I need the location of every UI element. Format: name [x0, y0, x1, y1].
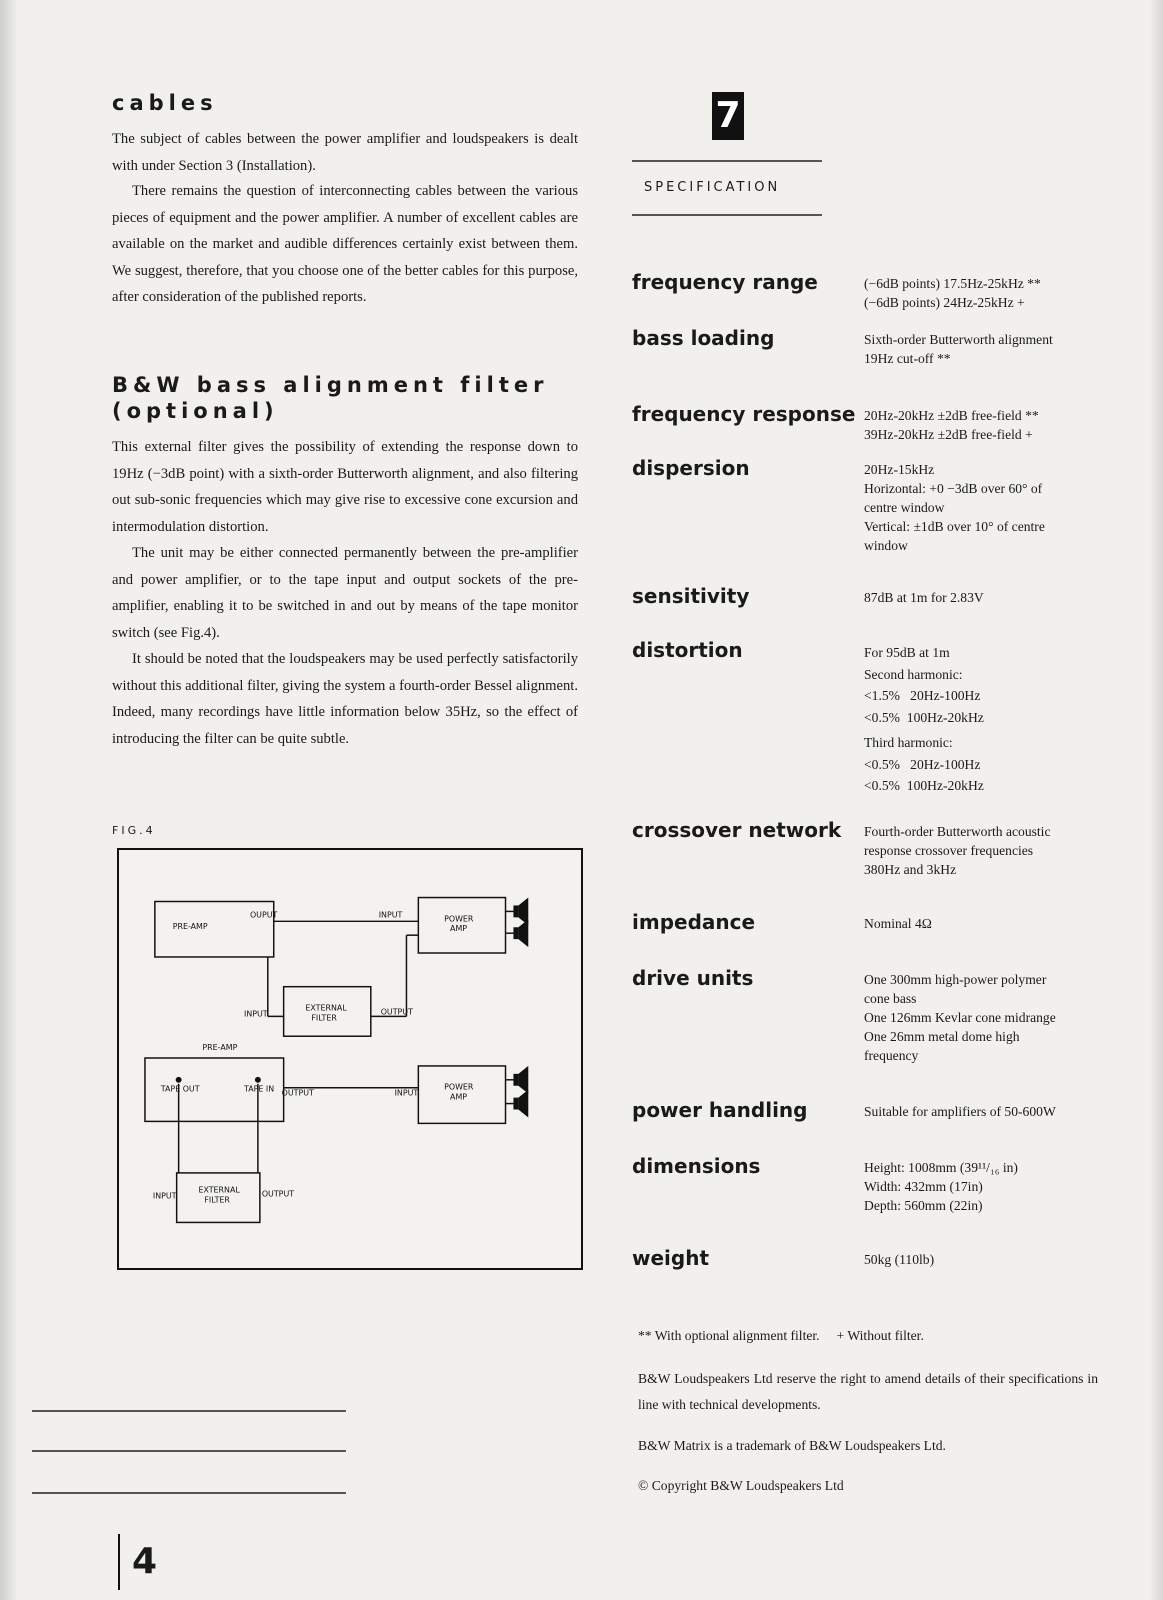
spec-line: Depth: 560mm (22in): [864, 1198, 983, 1213]
d2-preamp-label: PRE-AMP: [202, 1043, 238, 1053]
spec-line: Width: 432mm (17in): [864, 1179, 983, 1194]
d1-external-label: EXTERNAL: [305, 1003, 347, 1013]
filter-paragraph-1: This external filter gives the possibility of extending the response down to 19Hz (−3dB point) with a sixth-order Butterworth alignment, and also filtering out sub-sonic frequencies which may give rise to excessive cone excursion and intermodulation distortion.: [112, 439, 578, 535]
d2-amp-label: AMP: [450, 1092, 468, 1102]
d1-ouput-label: OUPUT: [249, 910, 278, 920]
d1-filter-output-label: OUTPUT: [380, 1007, 413, 1017]
d1-amp-label: AMP: [450, 924, 468, 934]
spec-line: Nominal 4Ω: [864, 916, 932, 931]
spec-line: Suitable for amplifiers of 50-600W: [864, 1104, 1056, 1119]
spec-line: response crossover frequencies: [864, 843, 1034, 858]
figure-label: FIG.4: [112, 824, 156, 837]
d1-input-label: INPUT: [378, 910, 403, 920]
spec-line: (−6dB points) 24Hz-25kHz +: [864, 295, 1025, 310]
spec-line: 87dB at 1m for 2.83V: [864, 590, 984, 605]
d2-tape-out-label: TAPE OUT: [160, 1084, 200, 1094]
spec-line: (−6dB points) 17.5Hz-25kHz **: [864, 276, 1041, 291]
spec-value-dimensions: [864, 1158, 1104, 1215]
spec-line: window: [864, 538, 908, 553]
spec-value-power-handling: [864, 1102, 1104, 1121]
spec-line: 20Hz-15kHz: [864, 462, 935, 477]
d1-filter-input-label: INPUT: [244, 1009, 268, 1019]
filter-heading: [112, 372, 578, 424]
spec-line: 19Hz cut-off **: [864, 351, 951, 366]
spec-line: For 95dB at 1m: [864, 645, 950, 660]
decorative-rule-3: [32, 1492, 346, 1494]
spec-line: 20Hz-20kHz ±2dB free-field **: [864, 408, 1039, 423]
d1-filter-label: FILTER: [311, 1013, 337, 1023]
decorative-rule-1: [32, 1410, 346, 1412]
spec-line: Second harmonic:: [864, 666, 963, 682]
spec-line: 50kg (110lb): [864, 1252, 935, 1267]
d2-filter-input-label: INPUT: [152, 1191, 177, 1201]
spec-line: <0.5% 100Hz-20kHz: [864, 709, 984, 725]
spec-line: Third harmonic:: [864, 735, 953, 750]
spec-value-frequency-response: [864, 406, 1104, 444]
spec-rule-bottom: [632, 214, 822, 216]
spec-label-bass-loading: bass loading: [632, 326, 775, 350]
spec-line: <0.5% 100Hz-20kHz: [864, 778, 984, 793]
d2-tape-in-label: TAPE IN: [244, 1084, 275, 1094]
spec-line: One 26mm metal dome high: [864, 1029, 1020, 1044]
d2-external-label: EXTERNAL: [198, 1185, 240, 1195]
filter-heading-line-2: (optional): [112, 399, 279, 423]
spec-label-sensitivity: sensitivity: [632, 584, 750, 608]
spec-line: Height: 1008mm (39¹¹/₁₆ in): [864, 1160, 1018, 1175]
connection-diagram: [119, 850, 581, 1268]
spec-line: One 126mm Kevlar cone midrange: [864, 1010, 1056, 1025]
spec-label-drive-units: drive units: [632, 966, 754, 990]
filter-paragraph-3: It should be noted that the loudspeakers may be used perfectly satisfactorily without this additional filter, giving the system a fourth-order Bessel alignment. Indeed, many recordings have little information below 35Hz, so the effect of introducing the filter can be quite subtle.: [112, 651, 578, 747]
spec-line: 380Hz and 3kHz: [864, 862, 957, 877]
spec-line: 39Hz-20kHz ±2dB free-field +: [864, 427, 1033, 442]
d2-filter-output-label: OUTPUT: [261, 1189, 295, 1199]
spec-value-bass-loading: [864, 330, 1104, 368]
spec-value-weight: [864, 1250, 1104, 1269]
filter-heading-line-1: B&W bass alignment filter: [112, 373, 549, 397]
spec-line: One 300mm high-power polymer: [864, 972, 1047, 987]
spec-label-power-handling: power handling: [632, 1098, 808, 1122]
decorative-rule-2: [32, 1450, 346, 1452]
spec-label-weight: weight: [632, 1246, 710, 1270]
page-number: 4: [118, 1534, 157, 1590]
filter-paragraph-2: The unit may be either connected permanently between the pre-amplifier and power amplifier, or to the tape input and output sockets of the pre-amplifier, enabling it to be switched in and out by means of the tape monitor switch (see Fig.4).: [112, 545, 578, 641]
spec-line: <0.5% 20Hz-100Hz: [864, 756, 981, 772]
spec-line: centre window: [864, 500, 945, 515]
spec-line: <1.5% 20Hz-100Hz: [864, 688, 981, 703]
page-edge-right: [1149, 0, 1163, 1600]
section-title: SPECIFICATION: [644, 180, 781, 195]
spec-value-distortion: [864, 642, 1104, 797]
spec-line: Vertical: ±1dB over 10° of centre: [864, 519, 1045, 534]
section-number-badge: 7: [712, 92, 744, 140]
spec-line: Sixth-order Butterworth alignment: [864, 332, 1053, 347]
d2-filter-label: FILTER: [204, 1195, 230, 1205]
page-edge-shadow: [0, 0, 16, 1600]
copyright-notice: © Copyright B&W Loudspeakers Ltd: [638, 1478, 844, 1493]
spec-label-distortion: distortion: [632, 638, 743, 662]
spec-label-dimensions: dimensions: [632, 1154, 761, 1178]
spec-line: frequency: [864, 1048, 919, 1063]
spec-label-impedance: impedance: [632, 910, 756, 934]
d1-power-label: POWER: [444, 914, 474, 924]
spec-label-crossover-network: crossover network: [632, 818, 842, 842]
spec-value-frequency-range: [864, 274, 1104, 312]
spec-label-frequency-response: frequency response: [632, 402, 856, 426]
spec-value-impedance: [864, 914, 1104, 933]
spec-footnote: ** With optional alignment filter. + Without filter.: [638, 1328, 924, 1343]
cables-heading: cables: [112, 91, 218, 115]
spec-label-frequency-range: frequency range: [632, 270, 818, 294]
trademark-notice: B&W Matrix is a trademark of B&W Loudspeakers Ltd.: [638, 1438, 946, 1453]
cables-paragraph-1: The subject of cables between the power amplifier and loudspeakers is dealt with under Section 3 (Installation).: [112, 131, 578, 174]
d2-output-label: OUTPUT: [281, 1088, 314, 1098]
d2-input-label: INPUT: [394, 1088, 419, 1098]
spec-value-drive-units: [864, 970, 1104, 1065]
spec-line: Horizontal: +0 −3dB over 60° of: [864, 481, 1043, 496]
spec-value-dispersion: [864, 460, 1104, 555]
spec-rule-top: [632, 160, 822, 162]
cables-paragraph-2: There remains the question of interconnecting cables between the various pieces of equipment and the power amplifier. A number of excellent cables are available on the market and audible differences certainly exist between them. We suggest, therefore, that you choose one of the better cables for this purpose, after consideration of the published reports.: [112, 183, 578, 305]
d2-power-label: POWER: [444, 1082, 474, 1092]
spec-value-crossover-network: [864, 822, 1104, 879]
figure-4-diagram: [117, 848, 583, 1270]
spec-label-dispersion: dispersion: [632, 456, 750, 480]
amendment-notice: B&W Loudspeakers Ltd reserve the right to amend details of their specifications in line with technical developments.: [638, 1371, 1098, 1412]
d1-preamp-label: PRE-AMP: [172, 922, 208, 932]
spec-value-sensitivity: [864, 588, 1104, 607]
spec-line: Fourth-order Butterworth acoustic: [864, 824, 1051, 839]
spec-line: cone bass: [864, 991, 917, 1006]
